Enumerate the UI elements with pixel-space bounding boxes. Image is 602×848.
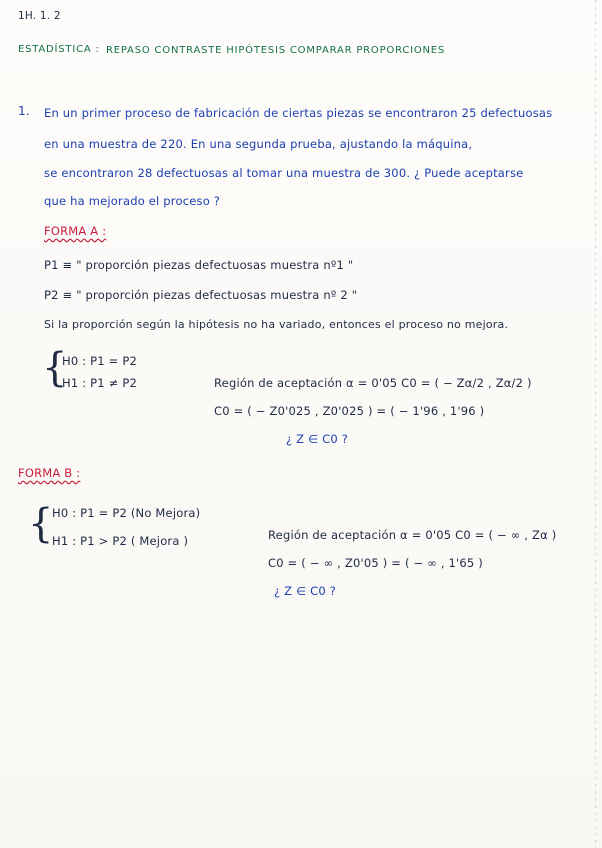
- forma-a-region: Región de aceptación α = 0'05 C0 = ( − Zα/2 , Zα/2 ): [214, 376, 532, 390]
- problem-line-3: se encontraron 28 defectuosas al tomar una muestra de 300. ¿ Puede aceptarse: [44, 166, 524, 180]
- forma-b-question: ¿ Z ∈ C0 ?: [274, 584, 337, 598]
- forma-a-h1: H1 : P1 ≠ P2: [62, 376, 137, 390]
- page-code: 1H. 1. 2: [18, 10, 61, 22]
- topic-title: REPASO CONTRASTE HIPÓTESIS COMPARAR PROPORCIONES: [106, 45, 446, 56]
- page-edge: [595, 0, 596, 848]
- subject-label: ESTADÍSTICA :: [18, 44, 100, 55]
- problem-number: 1.: [18, 104, 30, 118]
- forma-b-h1: H1 : P1 > P2 ( Mejora ): [52, 534, 189, 548]
- p2-definition: P2 ≡ " proporción piezas defectuosas muestra nº 2 ": [44, 288, 358, 302]
- forma-b-h0: H0 : P1 = P2 (No Mejora): [52, 506, 201, 520]
- forma-a-title: FORMA A :: [44, 224, 107, 238]
- forma-b-title: FORMA B :: [18, 466, 81, 480]
- problem-line-4: que ha mejorado el proceso ?: [44, 194, 221, 208]
- hypothesis-statement: Si la proporción según la hipótesis no ha variado, entonces el proceso no mejora.: [44, 318, 509, 331]
- hypothesis-brace-b: {: [28, 501, 54, 547]
- forma-b-c0: C0 = ( − ∞ , Z0'05 ) = ( − ∞ , 1'65 ): [268, 556, 483, 570]
- forma-a-c0: C0 = ( − Z0'025 , Z0'025 ) = ( − 1'96 , 1'96 ): [214, 404, 485, 418]
- forma-a-question: ¿ Z ∈ C0 ?: [286, 432, 349, 446]
- problem-line-1: En un primer proceso de fabricación de ciertas piezas se encontraron 25 defectuosas: [44, 106, 553, 120]
- forma-b-region: Región de aceptación α = 0'05 C0 = ( − ∞ , Zα ): [268, 528, 557, 542]
- forma-a-h0: H0 : P1 = P2: [62, 354, 137, 368]
- p1-definition: P1 ≡ " proporción piezas defectuosas muestra nº1 ": [44, 258, 354, 272]
- hypothesis-brace-a: {: [42, 345, 68, 391]
- problem-line-2: en una muestra de 220. En una segunda prueba, ajustando la máquina,: [44, 137, 473, 151]
